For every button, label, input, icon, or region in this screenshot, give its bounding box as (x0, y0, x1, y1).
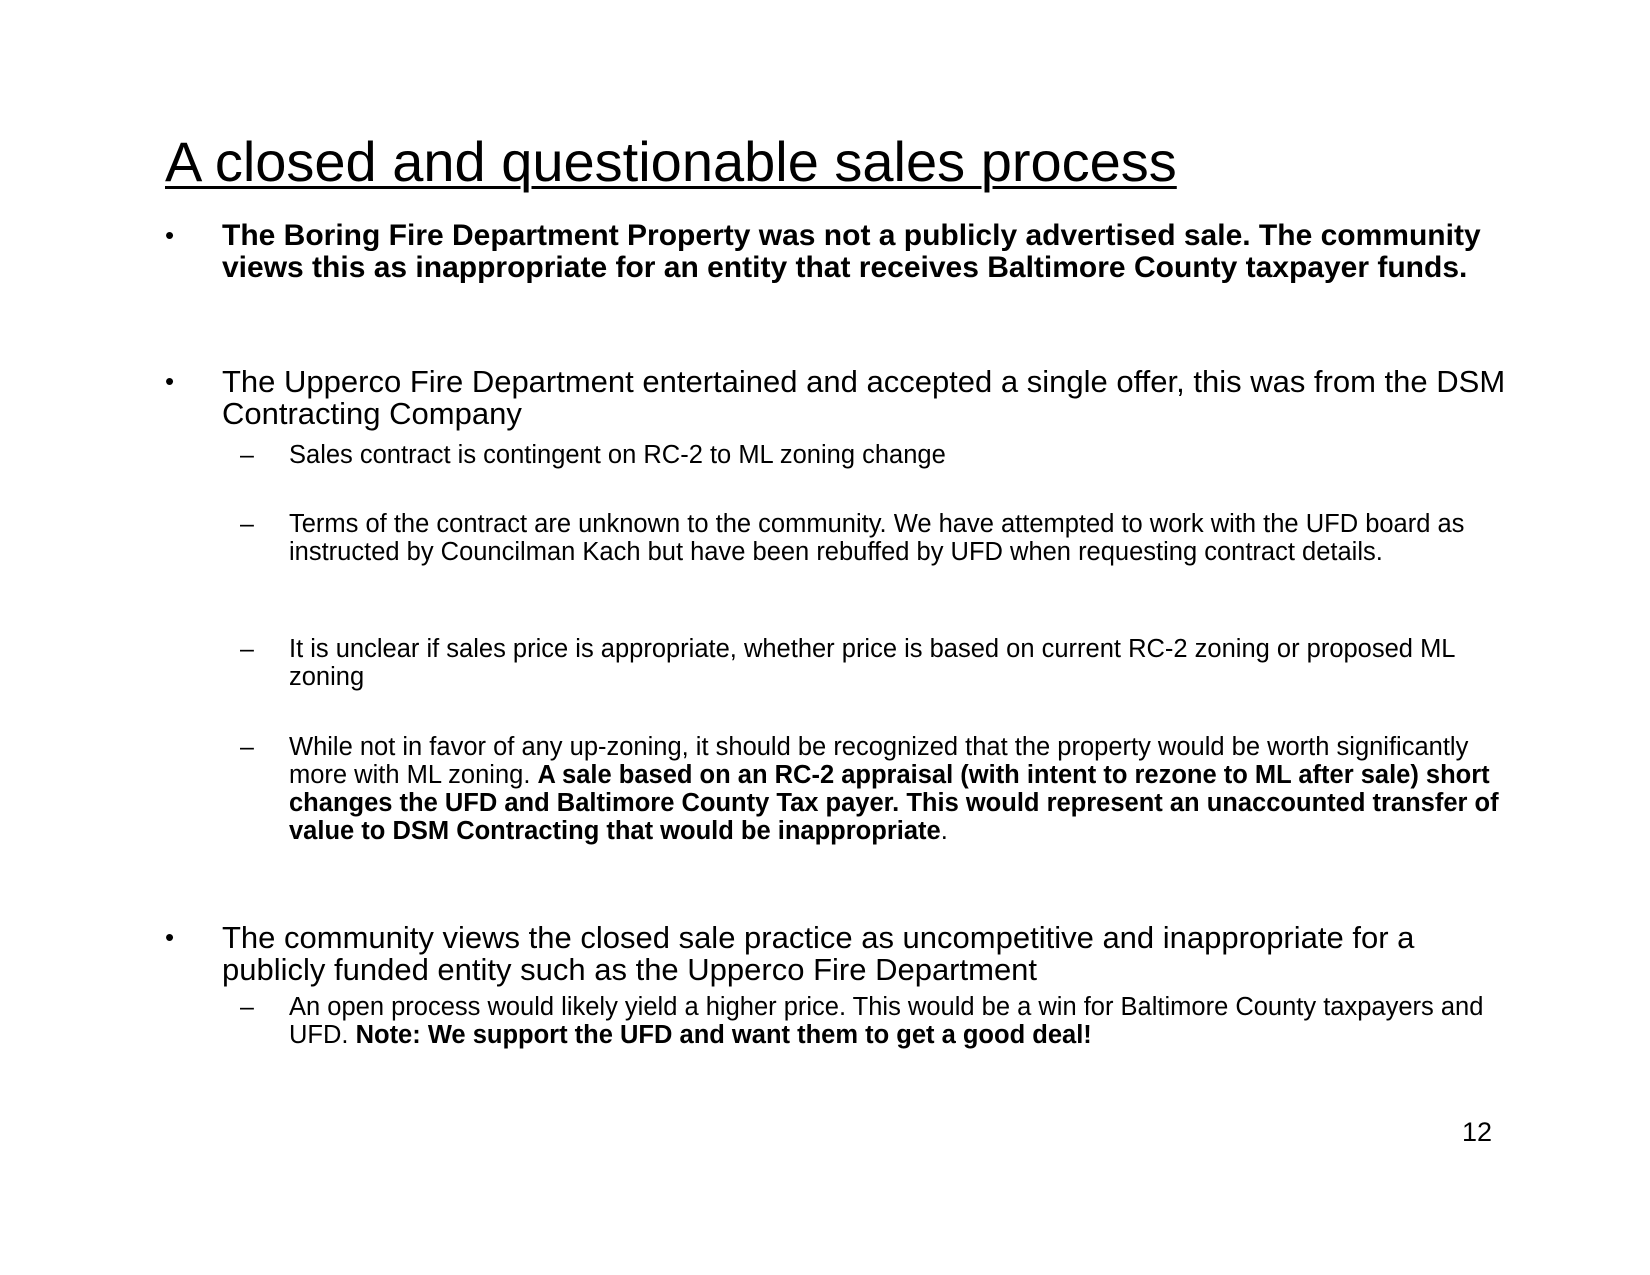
slide-title: A closed and questionable sales process (165, 130, 1177, 193)
sub-text (289, 993, 1514, 1049)
sub-text: It is unclear if sales price is appropriate, whether price is based on current RC-2 zoning or proposed ML zoning (289, 635, 1455, 691)
sub-marker: – (240, 635, 254, 663)
sub-text-plain: While not in favor of any up-zoning, it should be recognized that the property would be worth significantly more with ML zoning. (289, 733, 1469, 789)
sub-text-bold: Note: We support the UFD and want them to get a good deal! (355, 1021, 1092, 1049)
sub-text-end: . (940, 817, 948, 845)
sub-text (289, 733, 1514, 845)
bullet-text-closed-sale: The community views the closed sale practice as uncompetitive and inappropriate for a publicly funded entity such as the Upperco Fire Department (222, 920, 1415, 987)
bullet-marker: • (165, 922, 175, 952)
sub-text: Sales contract is contingent on RC-2 to ML zoning change (289, 441, 946, 469)
sub-marker: – (240, 510, 254, 538)
sub-text: Terms of the contract are unknown to the community. We have attempted to work with the UFD board as instructed by Councilman Kach but have been rebuffed by UFD when requesting contract details. (289, 510, 1465, 566)
bullet-marker: • (165, 366, 175, 396)
bullet-marker: • (165, 220, 175, 250)
bullet-text-single-offer: The Upperco Fire Department entertained and accepted a single offer, this was from the DSM Contracting Company (222, 364, 1506, 431)
sub-marker: – (240, 441, 254, 469)
page-number: 12 (1462, 1117, 1493, 1147)
bullet-text-public-sale: The Boring Fire Department Property was not a publicly advertised sale. The community views this as inappropriate for an entity that receives Baltimore County taxpayer funds. (222, 219, 1481, 284)
sub-text-plain: An open process would likely yield a higher price. This would be a win for Baltimore County taxpayers and UFD. (289, 993, 1484, 1049)
sub-marker: – (240, 733, 254, 761)
sub-marker: – (240, 993, 254, 1021)
sub-text-bold: A sale based on an RC-2 appraisal (with intent to rezone to ML after sale) short changes the UFD and Baltimore County Tax payer. This would represent an unaccounted transfer of value to DSM Contracting that would be inappropriate (289, 761, 1499, 845)
